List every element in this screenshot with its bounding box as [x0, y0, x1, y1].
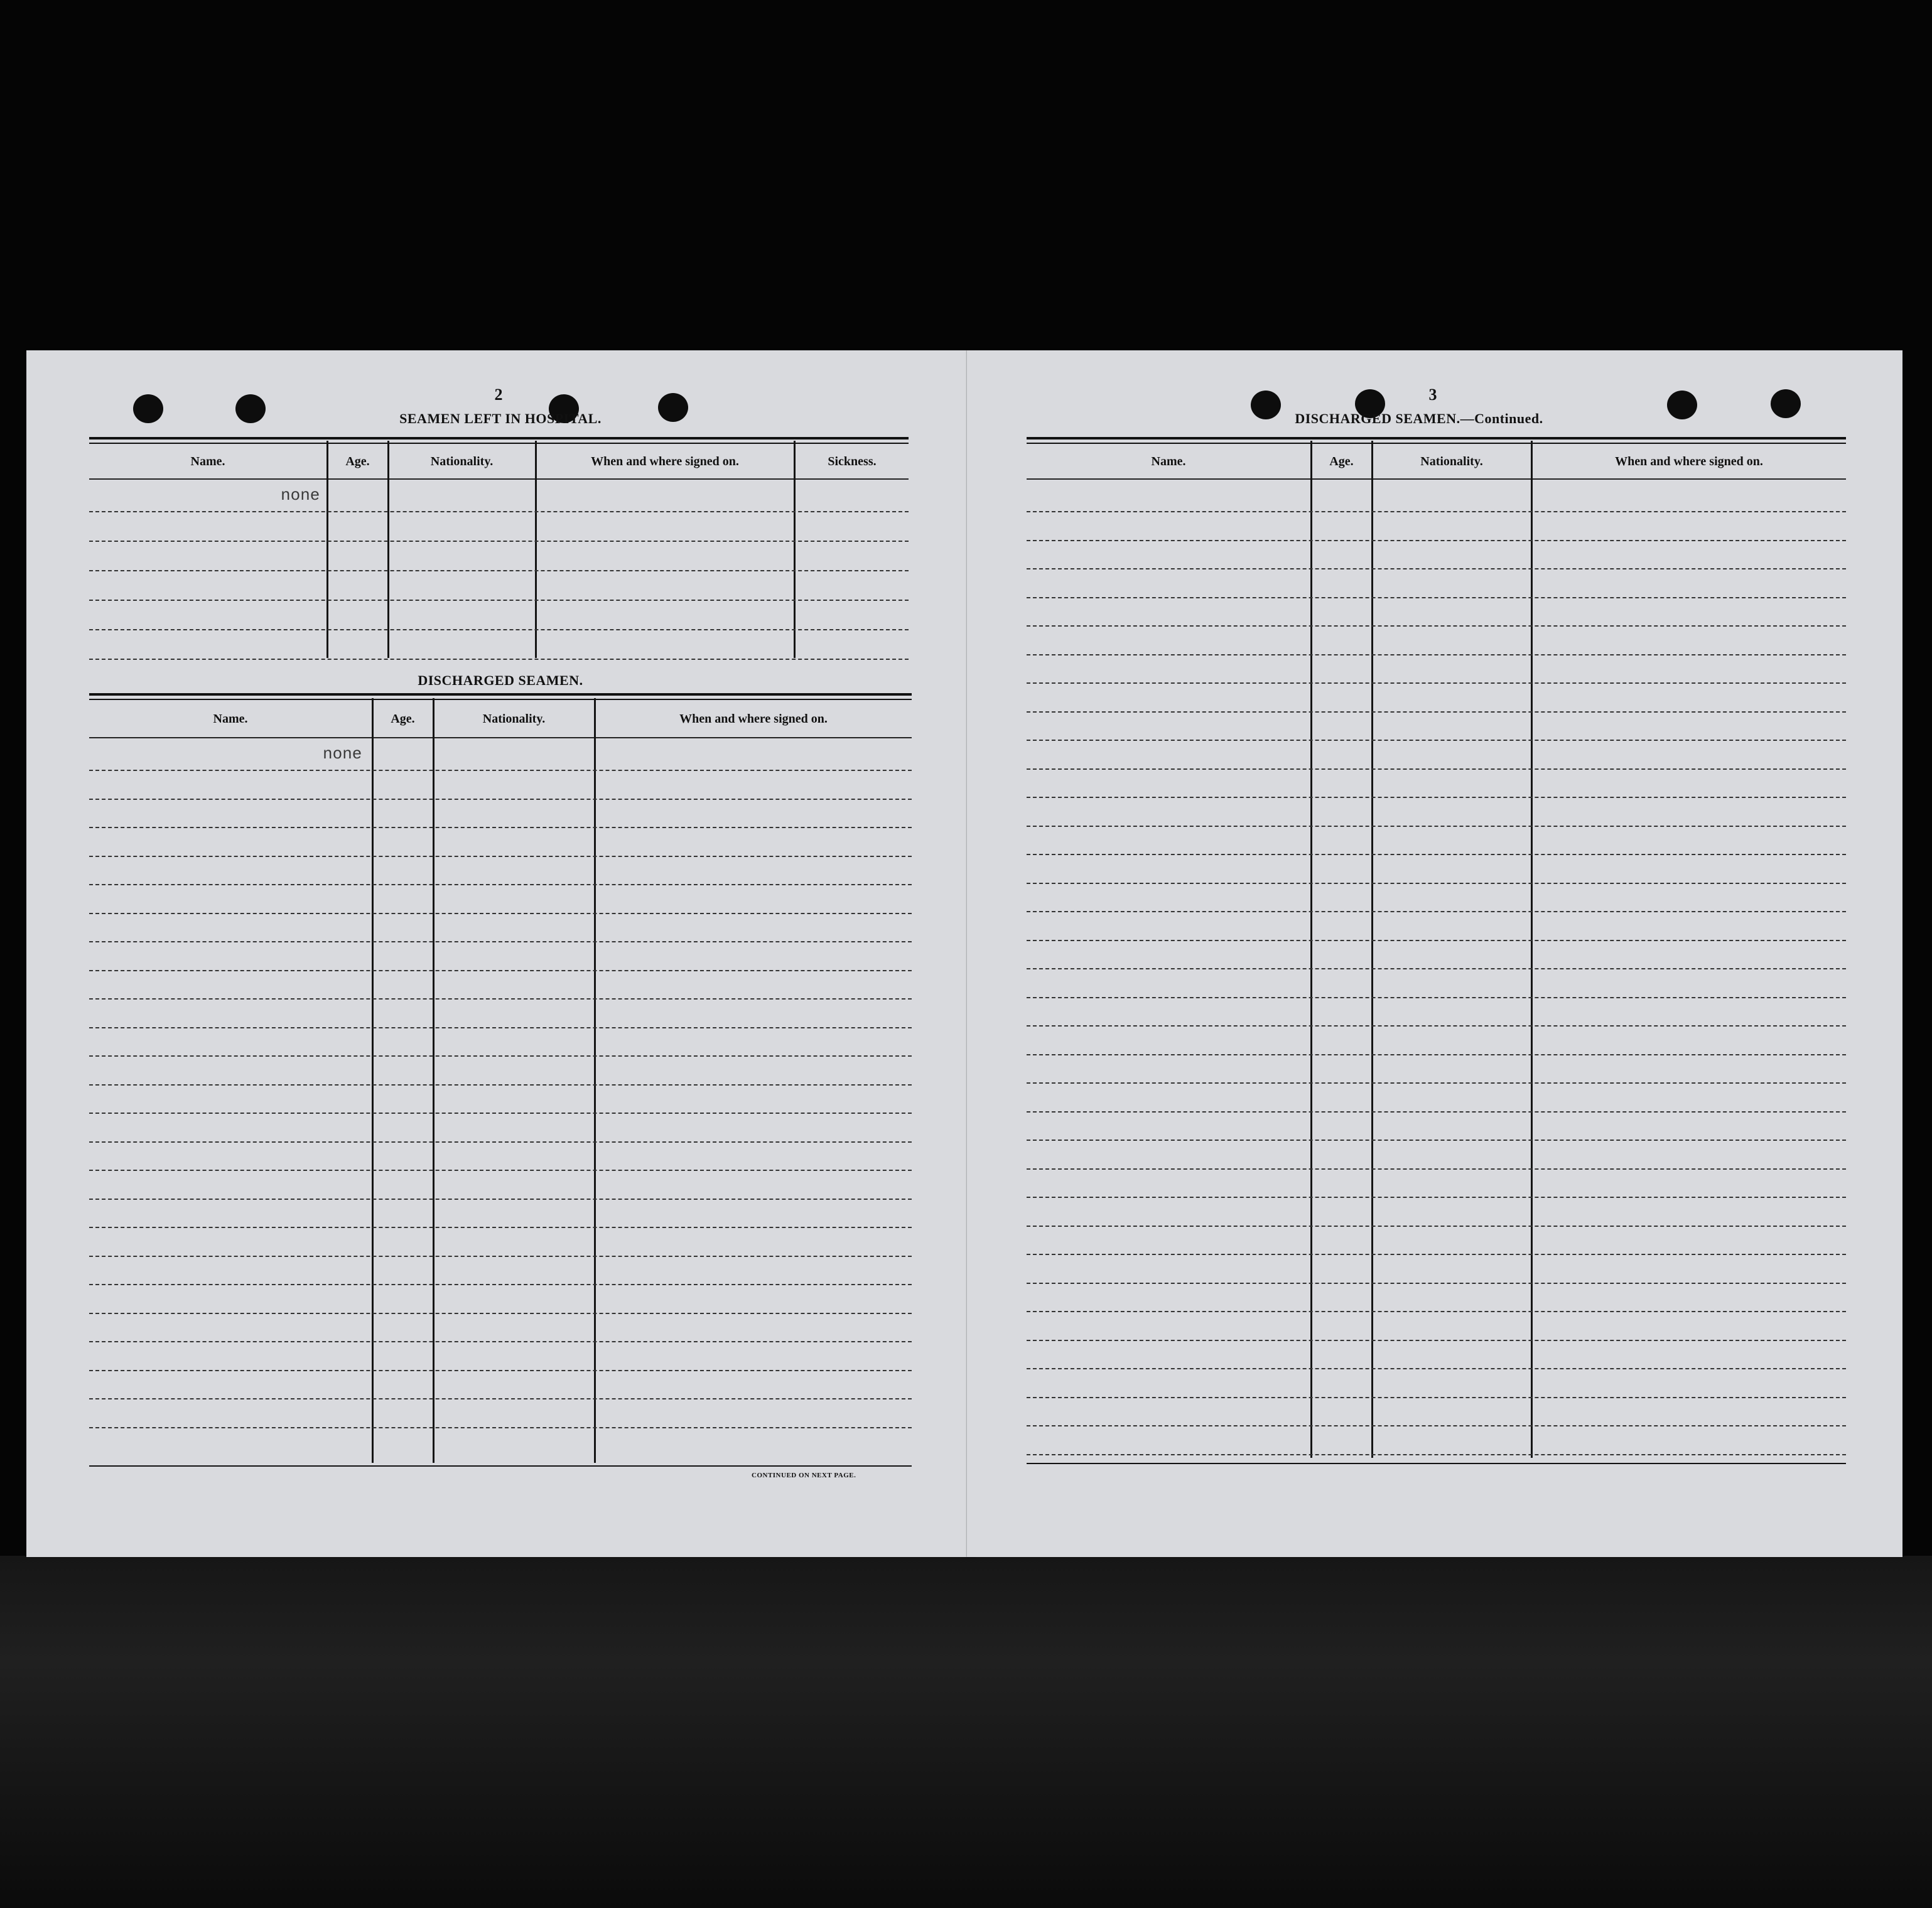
punch-hole	[1771, 389, 1801, 418]
top-rule	[89, 699, 912, 700]
top-rule	[89, 437, 909, 439]
discharged-section-title: DISCHARGED SEAMEN.	[418, 672, 583, 688]
ruled-line	[89, 827, 912, 828]
ruled-line	[1027, 1454, 1846, 1455]
ruled-line	[1027, 1168, 1846, 1170]
column-divider	[387, 441, 389, 658]
ruled-line	[89, 1027, 912, 1028]
scanner-background	[0, 1556, 1932, 1908]
ruled-line	[89, 941, 912, 942]
header-rule	[89, 737, 912, 738]
column-divider	[1371, 441, 1373, 1458]
discharged-table	[89, 693, 912, 1541]
ruled-line	[1027, 1368, 1846, 1369]
ruled-line	[1027, 1025, 1846, 1027]
ruled-line	[89, 799, 912, 800]
ruled-line	[1027, 854, 1846, 855]
column-header-age: Age.	[1329, 455, 1354, 468]
column-divider	[794, 441, 796, 658]
ruled-line	[1027, 625, 1846, 627]
ruled-line	[89, 1227, 912, 1228]
column-header-name: Name.	[213, 712, 248, 726]
hospital-section-title: SEAMEN LEFT IN HOSPITAL.	[399, 411, 602, 426]
column-header-sickness: Sickness.	[828, 455, 877, 468]
punch-hole	[1667, 391, 1697, 419]
column-header-name: Name.	[190, 455, 225, 468]
ruled-line	[1027, 997, 1846, 998]
ruled-line	[1027, 711, 1846, 713]
ruled-line	[89, 1427, 912, 1428]
ruled-line	[89, 1055, 912, 1057]
hospital-row-1-name: none	[281, 486, 320, 505]
ruled-line	[89, 1199, 912, 1200]
ruled-line	[1027, 540, 1846, 541]
column-header-nationality: Nationality.	[1420, 455, 1483, 468]
bottom-rule	[89, 1465, 912, 1467]
header-rule	[1027, 478, 1846, 480]
ruled-line	[1027, 1254, 1846, 1255]
discharged-continued-table	[1027, 437, 1846, 1542]
column-header-signed-on: When and where signed on.	[679, 712, 828, 726]
page-number: 2	[494, 385, 503, 404]
column-header-nationality: Nationality.	[430, 455, 494, 468]
left-page	[26, 350, 976, 1557]
column-header-age: Age.	[391, 712, 415, 726]
ruled-line	[1027, 654, 1846, 655]
continued-note: CONTINUED ON NEXT PAGE.	[752, 1472, 856, 1479]
ruled-line	[1027, 1283, 1846, 1284]
right-page	[967, 350, 1902, 1557]
column-header-age: Age.	[345, 455, 370, 468]
ruled-line	[1027, 1111, 1846, 1113]
ruled-line	[89, 600, 909, 601]
ruled-line	[89, 913, 912, 914]
ruled-line	[1027, 826, 1846, 827]
ruled-line	[89, 1256, 912, 1257]
ruled-line	[89, 629, 909, 630]
ruled-line	[1027, 1397, 1846, 1398]
ruled-line	[1027, 768, 1846, 770]
ruled-line	[1027, 1311, 1846, 1312]
ruled-line	[1027, 740, 1846, 741]
ruled-line	[1027, 682, 1846, 684]
ruled-line	[1027, 797, 1846, 798]
top-rule	[1027, 437, 1846, 439]
top-rule	[89, 443, 909, 444]
bottom-rule	[1027, 1463, 1846, 1464]
ruled-line	[89, 1084, 912, 1086]
column-divider	[1531, 441, 1533, 1458]
top-rule	[89, 693, 912, 696]
ruled-line	[1027, 1082, 1846, 1084]
ruled-line	[89, 1284, 912, 1285]
ruled-line	[1027, 968, 1846, 969]
column-header-name: Name.	[1151, 455, 1186, 468]
ruled-line	[89, 970, 912, 971]
ruled-line	[89, 659, 909, 660]
ruled-line	[1027, 911, 1846, 912]
ruled-line	[89, 1341, 912, 1342]
column-divider	[372, 698, 374, 1463]
ruled-line	[89, 770, 912, 771]
ruled-line	[1027, 568, 1846, 569]
top-rule	[1027, 443, 1846, 444]
ruled-line	[1027, 883, 1846, 884]
ruled-line	[89, 1313, 912, 1314]
column-divider	[1310, 441, 1312, 1458]
ruled-line	[1027, 1226, 1846, 1227]
ruled-line	[89, 1141, 912, 1143]
punch-hole	[133, 394, 163, 423]
ruled-line	[89, 1113, 912, 1114]
page-number: 3	[1428, 385, 1437, 404]
column-header-nationality: Nationality.	[482, 712, 546, 726]
ruled-line	[89, 998, 912, 1000]
ruled-line	[89, 1370, 912, 1371]
ruled-line	[89, 1398, 912, 1399]
hospital-table	[89, 437, 909, 688]
ruled-line	[89, 856, 912, 857]
column-divider	[594, 698, 596, 1463]
ruled-line	[1027, 1425, 1846, 1426]
ruled-line	[89, 541, 909, 542]
ruled-line	[1027, 511, 1846, 512]
column-divider	[326, 441, 328, 658]
ruled-line	[1027, 1197, 1846, 1198]
discharged-continued-title: DISCHARGED SEAMEN.—Continued.	[1295, 411, 1543, 426]
ruled-line	[89, 884, 912, 885]
ruled-line	[1027, 597, 1846, 598]
header-rule	[89, 478, 909, 480]
column-divider	[535, 441, 537, 658]
ruled-line	[1027, 1340, 1846, 1341]
ruled-line	[1027, 940, 1846, 941]
ruled-line	[89, 511, 909, 512]
column-divider	[433, 698, 434, 1463]
ruled-line	[1027, 1140, 1846, 1141]
ruled-line	[1027, 1054, 1846, 1055]
column-header-signed-on: When and where signed on.	[1615, 455, 1763, 468]
ruled-line	[89, 1170, 912, 1171]
ruled-line	[89, 570, 909, 571]
discharged-row-1-name: none	[323, 745, 362, 763]
punch-hole	[235, 394, 266, 423]
column-header-signed-on: When and where signed on.	[591, 455, 739, 468]
